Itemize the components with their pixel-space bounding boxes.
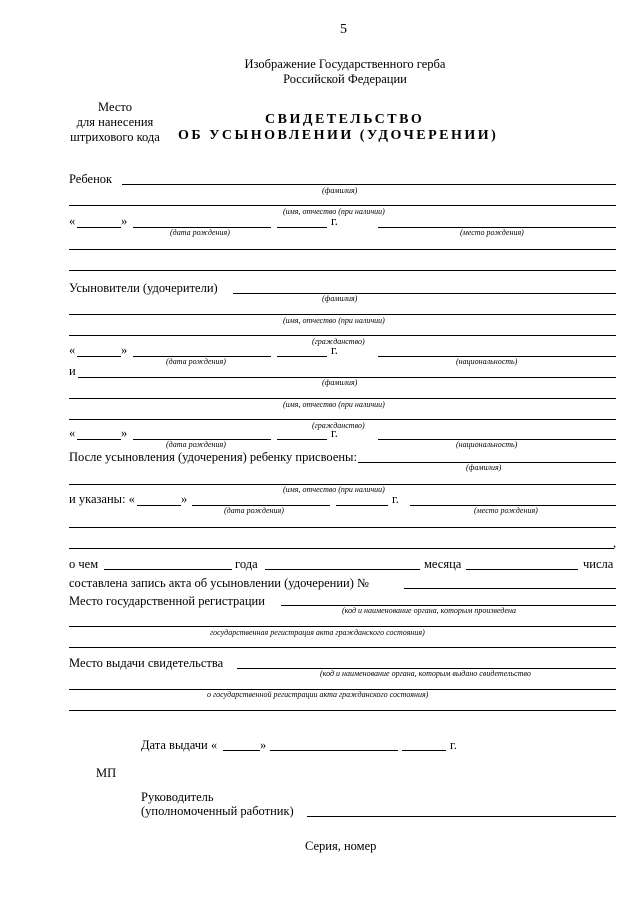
hint-reg-organ: (код и наименование органа, которым произведена — [342, 606, 517, 615]
hint-name: (имя, отчество (при наличии) — [283, 400, 385, 409]
issue-day-line — [223, 750, 260, 751]
record-month-line — [466, 569, 578, 570]
label-series: Серия, номер — [305, 839, 377, 853]
hint-issue-organ: (код и наименование органа, которым выдано свидетельство — [320, 669, 531, 678]
quote-close: » — [121, 214, 128, 228]
label-issue-date: Дата выдачи « — [141, 738, 218, 752]
hint-surname: (фамилия) — [322, 378, 358, 387]
label-indicated: и указаны: « — [69, 492, 135, 506]
issue-year-line — [402, 750, 446, 751]
year-abbr: г. — [450, 738, 457, 752]
barcode-caption-line2: для нанесения — [76, 115, 154, 129]
adopter2-citizenship-line — [69, 419, 616, 420]
quote-close: » — [260, 738, 267, 752]
quote-close: » — [181, 492, 188, 506]
hint-name: (имя, отчество (при наличии) — [283, 485, 385, 494]
blank-line — [69, 249, 616, 250]
hint-reg-organ2: государственная регистрация акта гражданского состояния) — [210, 628, 425, 637]
barcode-caption-line1: Место — [98, 100, 132, 114]
blank-line — [69, 527, 616, 528]
label-reg-place: Место государственной регистрации — [69, 594, 265, 608]
adopter1-name-line — [69, 314, 616, 315]
emblem-caption-line2: Российской Федерации — [283, 72, 407, 86]
signature-line — [307, 816, 616, 817]
comma: , — [613, 536, 617, 550]
day-line — [77, 439, 121, 440]
record-number-line — [404, 588, 616, 589]
year-line — [277, 356, 327, 357]
blank-line — [69, 270, 616, 271]
hint-name: (имя, отчество (при наличии) — [283, 207, 385, 216]
title-line2: ОБ УСЫНОВЛЕНИИ (УДОЧЕРЕНИИ) — [178, 128, 499, 143]
quote-open: « — [69, 343, 76, 357]
adopter1-surname-line — [233, 293, 616, 294]
hint-citizenship: (гражданство) — [312, 337, 365, 346]
child-surname-line — [122, 184, 616, 185]
reg-place-line2 — [69, 626, 616, 627]
year-abbr: г. — [392, 492, 399, 506]
barcode-caption-line3: штрихового кода — [70, 130, 160, 144]
label-record: составлена запись акта об усыновлении (удочерении) № — [69, 576, 369, 590]
hint-nationality: (национальность) — [456, 440, 518, 449]
label-about: о чем — [69, 557, 99, 571]
hint-birth-place: (место рождения) — [460, 228, 524, 237]
year-abbr: г. — [331, 343, 338, 357]
hint-surname: (фамилия) — [322, 294, 358, 303]
record-year-line — [265, 569, 420, 570]
quote-close: » — [121, 426, 128, 440]
year-abbr: г. — [331, 214, 338, 228]
label-year: года — [235, 557, 258, 571]
issue-month-line — [270, 750, 398, 751]
blank-line — [69, 710, 616, 711]
year-line — [336, 505, 388, 506]
year-abbr: г. — [331, 426, 338, 440]
quote-open: « — [69, 426, 76, 440]
hint-name: (имя, отчество (при наличии) — [283, 316, 385, 325]
hint-nationality: (национальность) — [456, 357, 518, 366]
child-name-line — [69, 205, 616, 206]
hint-surname: (фамилия) — [466, 463, 502, 472]
label-issue-place: Место выдачи свидетельства — [69, 656, 224, 670]
emblem-caption-line1: Изображение Государственного герба — [244, 57, 446, 71]
hint-birth-place: (место рождения) — [474, 506, 538, 515]
day-line — [77, 356, 121, 357]
stamp-place: МП — [96, 766, 117, 780]
year-line — [277, 439, 327, 440]
hint-birth-date: (дата рождения) — [170, 228, 230, 237]
day-line — [137, 505, 181, 506]
label-and: и — [69, 364, 76, 378]
page-number: 5 — [340, 22, 347, 37]
quote-close: » — [121, 343, 128, 357]
hint-issue-organ2: о государственной регистрации акта гражданского состояния) — [207, 690, 429, 699]
label-adopters: Усыновители (удочерители) — [69, 281, 218, 295]
hint-birth-date: (дата рождения) — [224, 506, 284, 515]
record-day-line — [104, 569, 232, 570]
day-line — [77, 227, 121, 228]
adopter1-citizenship-line — [69, 335, 616, 336]
label-day: числа — [583, 557, 614, 571]
label-head-line1: Руководитель — [141, 790, 214, 804]
adopter2-name-line — [69, 398, 616, 399]
hint-birth-date: (дата рождения) — [166, 357, 226, 366]
quote-open: « — [69, 214, 76, 228]
hint-citizenship: (гражданство) — [312, 421, 365, 430]
year-line — [277, 227, 327, 228]
label-month: месяца — [424, 557, 462, 571]
label-head-line2: (уполномоченный работник) — [141, 804, 294, 818]
hint-surname: (фамилия) — [322, 186, 358, 195]
blank-line — [69, 548, 614, 549]
title-line1: СВИДЕТЕЛЬСТВО — [265, 112, 425, 127]
hint-birth-date: (дата рождения) — [166, 440, 226, 449]
label-child: Ребенок — [69, 172, 113, 186]
blank-line — [69, 647, 616, 648]
label-after-adoption: После усыновления (удочерения) ребенку присвоены: — [69, 450, 357, 464]
